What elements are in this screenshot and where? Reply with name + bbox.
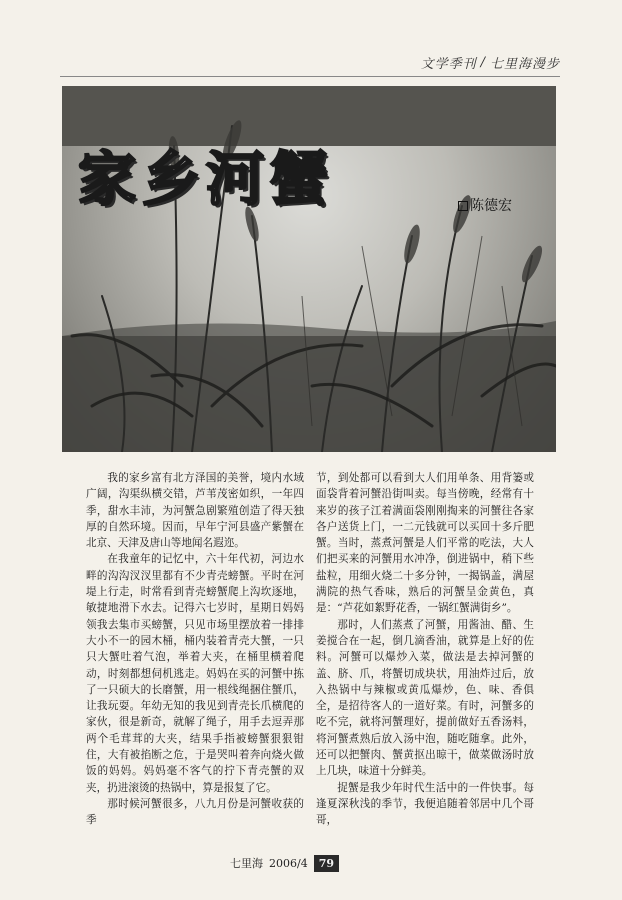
- footer-magazine: 七里海: [230, 857, 263, 870]
- body-column-left: [86, 470, 304, 840]
- paragraph: 那时候河蟹很多，八九月份是河蟹收获的季: [86, 797, 304, 827]
- paragraph: 捉蟹是我少年时代生活中的一件快事。每逢夏深秋浅的季节，我便追随着邻居中几个哥哥，: [316, 781, 534, 827]
- header-separator: /: [480, 54, 486, 70]
- page-footer: [230, 852, 339, 874]
- paragraph: 我的家乡富有北方泽国的美誉，境内水域广阔，沟渠纵横交错，芦苇茂密如织，一年四季，甜水丰沛，为河蟹急剧繁殖创造了得天独厚的自然环境。因而，早年宁河县盛产紫蟹在北京、天津及唐山等地闻名遐迩。: [86, 472, 304, 550]
- header-magazine: 文学季刊: [420, 56, 477, 72]
- paragraph: 在我童年的记忆中，六十年代初，河边水畔的沟沟汊汊里都有不少青壳螃蟹。平时在河堤上行走，时常看到青壳螃蟹爬上沟坎逐地，敏捷地滑下水去。记得六七岁时，星期日妈妈领我去集市买螃蟹，只见市场里摆放着一排排大小不一的园木桶，桶内装着青壳大蟹，一只只大蟹吐着气泡，举着大夹，在桶里横着爬动，时刻都想伺机逃走。妈妈在买的河蟹中拣了一只硕大的长磨蟹，用一根线绳捆住蟹爪，让我玩耍。年幼无知的我见到青壳长爪横爬的家伙，很是新奇，就解了绳子，用手去逗弄那两个毛茸茸的大夹，结果手指被螃蟹狠狠钳住，大有被掐断之危，于是哭叫着奔向烧火做饭的妈妈。妈妈毫不客气的拧下青壳蟹的双夹，扔进滚烫的热锅中，算是报复了它。: [86, 553, 304, 794]
- running-header: [360, 52, 560, 72]
- byline: [458, 195, 512, 215]
- paragraph: 节，到处都可以看到大人们用单条、用背篓或面袋背着河蟹沿街叫卖。每当傍晚，经常有十来岁的孩子江着满面袋刚刚掏来的河蟹往各家各户送货上门，一二元钱就可以买回十多斤肥蟹。当时，蒸煮河蟹是人们平常的吃法，大人们把买来的河蟹用水冲净，倒进锅中，稍下些盐粒，用细火烧二十多分钟，一揭锅盖，满屋满院的热气香味，熟后的河蟹呈金黄色，真是：“芦花如絮野花香，一锅红蟹满街乡”。: [316, 472, 534, 615]
- footer-issue: 2006/4: [269, 856, 308, 870]
- header-rule: [60, 76, 560, 77]
- page-number: 79: [314, 855, 339, 872]
- author-name: 陈德宏: [470, 198, 512, 214]
- header-column: 七里海漫步: [489, 56, 560, 72]
- paragraph: 那时，人们蒸煮了河蟹，用酱油、醋、生姜搅合在一起，倒几滴香油，就算是上好的佐料。河蟹可以爆炒入菜，做法是去掉河蟹的盖、脐、爪，将蟹切成块状，用油炸过后，放入热锅中与辣椒或黄瓜爆炒，色、味、香俱全，是招待客人的一道好菜。有时，河蟹多的吃不完，就将河蟹理好，提前做好五香汤料，将河蟹煮熟后放入汤中泡，随吃随拿。此外，还可以把蟹肉、蟹黄抠出晾干，做菜做汤时放上几块，味道十分鲜美。: [316, 618, 534, 778]
- byline-box-icon: [458, 201, 468, 211]
- body-column-right: [316, 470, 534, 840]
- article-title: 家乡河蟹: [78, 145, 335, 213]
